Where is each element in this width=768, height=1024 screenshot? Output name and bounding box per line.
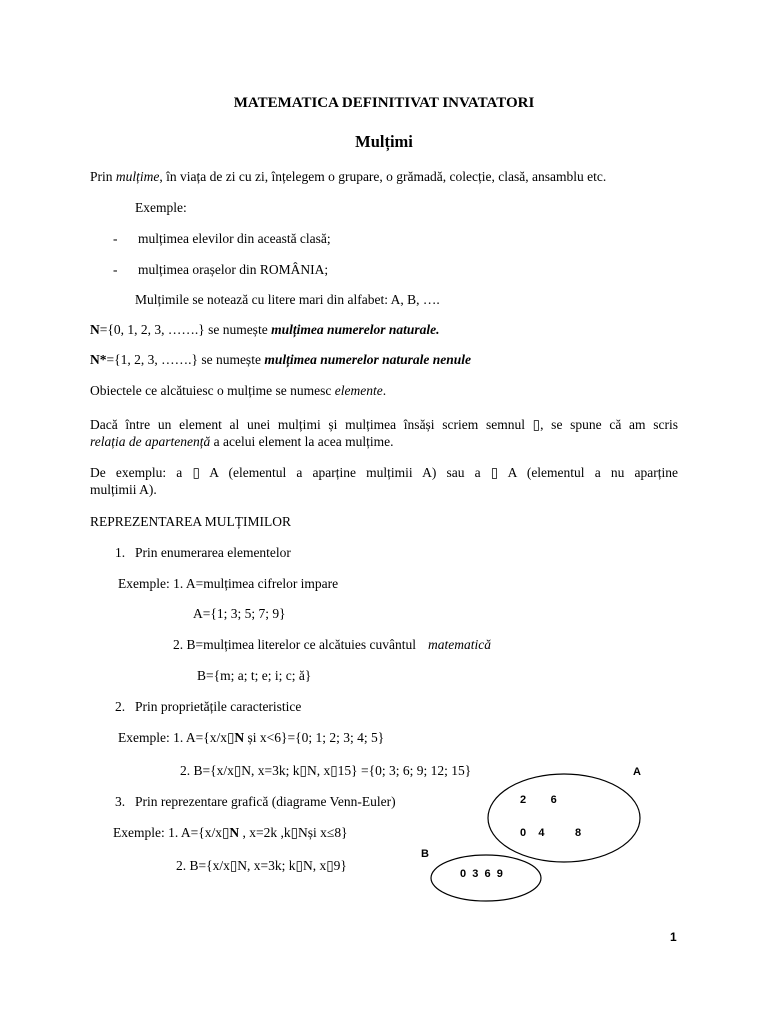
notation-line: Mulțimile se notează cu litere mari din alfabet: A, B, …. [135, 292, 440, 307]
prop-example-2: 2. B={x/x▯N, x=3k; k▯N, x▯15} ={0; 3; 6; 9; 12; 15} [180, 763, 472, 778]
intro-line: Prin mulțime, în viața de zi cu zi, înțelegem o grupare, o grămadă, colecție, clasă, ansamblu etc. [90, 169, 607, 184]
venn-b-label: B [421, 848, 429, 860]
elements-line: Obiectele ce alcătuiesc o mulțime se numesc elemente. [90, 383, 387, 398]
method-1-number: 1. [115, 545, 126, 560]
apartenenta-paragraph: Dacă între un element al unei mulțimi și mulțimea însăși scriem semnul ▯, se spune că am scris relația de apartenență a acelui element la acea mulțime. [90, 417, 678, 449]
example-item-dash-2: - [113, 262, 118, 277]
nstar-definition: N*={1, 2, 3, …….} se numește mulțimea numerelor naturale nenule [90, 352, 471, 367]
document-title: MATEMATICA DEFINITIVAT INVATATORI [233, 95, 535, 111]
examples-label: Exemple: [135, 200, 187, 215]
enum-example-1-set: A={1; 3; 5; 7; 9} [193, 606, 286, 621]
graf-example-2: 2. B={x/x▯N, x=3k; k▯N, x▯9} [176, 858, 347, 873]
enum-example-2-set: B={m; a; t; e; i; c; ă} [197, 668, 312, 683]
venn-a-elements-row2: 0 4 8 [520, 827, 582, 839]
example-item-1: mulțimea elevilor din această clasă; [138, 231, 331, 246]
n-definition: N={0, 1, 2, 3, …….} se numește mulțimea numerelor naturale. [90, 322, 440, 337]
prop-example-1: Exemple: 1. A={x/x▯N și x<6}={0; 1; 2; 3; 4; 5} [118, 730, 385, 745]
section-title-multimi: Mulțimi [355, 132, 413, 151]
page-number: 1 [670, 930, 677, 944]
method-1-label: Prin enumerarea elementelor [135, 545, 291, 560]
venn-set-a-ellipse [488, 774, 640, 862]
example-item-dash-1: - [113, 231, 118, 246]
venn-a-elements-row1: 2 6 [520, 794, 557, 806]
enum-example-1: Exemple: 1. A=mulțimea cifrelor impare [118, 576, 339, 591]
graf-example-1: Exemple: 1. A={x/x▯N , x=2k ,k▯Nși x≤8} [113, 825, 348, 840]
section-heading-reprezentare: REPREZENTAREA MULȚIMILOR [90, 514, 292, 529]
venn-b-elements: 0 3 6 9 [460, 868, 503, 880]
example-item-2: mulțimea orașelor din ROMÂNIA; [138, 262, 329, 277]
exemplu-paragraph: De exemplu: a ▯ A (elementul a aparține mulțimii A) sau a ▯ A (elementul a nu aparține mulțimii A). [90, 465, 678, 497]
method-2-label: Prin proprietățile caracteristice [135, 699, 302, 714]
method-3-number: 3. [115, 794, 126, 809]
venn-a-label: A [633, 766, 641, 778]
method-3-label: Prin reprezentare grafică (diagrame Venn-Euler) [135, 794, 396, 809]
method-2-number: 2. [115, 699, 126, 714]
enum-example-2: 2. B=mulțimea literelor ce alcătuies cuvântul matematică [173, 637, 492, 652]
